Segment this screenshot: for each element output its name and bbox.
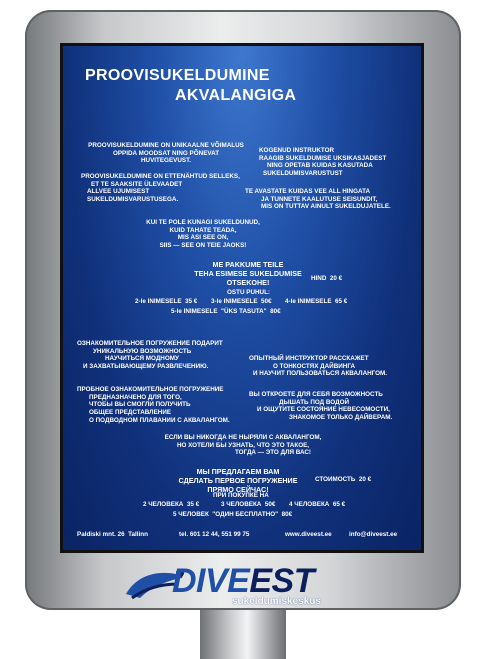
logo-wordmark: DIVEEST [172, 562, 314, 600]
ru-buy-title: ПРИ ПОКУПКЕ НА [213, 492, 269, 499]
ru-buy-4: 4 ЧЕЛОВЕКА 65 € [289, 501, 346, 508]
et-right-block-1: KOGENUD INSTRUKTOR RAAGIB SUKELDUMISE UKSIKASJADEST NING OPETAB KUIDAS KASUTADA SUKELDUMISVARUSTUST [259, 146, 387, 178]
ru-left-block-1: ОЗНАКОМИТЕЛЬНОЕ ПОГРУЖЕНИЕ ПОДАРИТ УНИКАЛЬНУЮ ВОЗМОЖНОСТЬ НАУЧИТЬСЯ МОДНОМУ И ЗАХВАТЫВАЮЩЕМУ РАЗВЛЕЧЕНИЮ. [77, 339, 223, 371]
footer-phone: tel. 601 12 44, 551 99 75 [179, 531, 250, 538]
ru-right-block-2: ВЫ ОТКРОЕТЕ ДЛЯ СЕБЯ ВОЗМОЖНОСТЬ ДЫШАТЬ ПОД ВОДОЙ И ОЩУТИТЕ СОСТОЯНИЕ НЕВЕСОМОСТИ, ЗНАКОМОЕ ТОЛЬКО ДАЙВЕРАМ. [249, 390, 393, 422]
ru-buy-2: 2 ЧЕЛОВЕКА 35 € [143, 501, 200, 508]
et-buy-5: 5-le INIMESELE "ÜKS TASUTA" 80€ [171, 308, 281, 315]
ru-left-block-2: ПРОБНОЕ ОЗНАКОМИТЕЛЬНОЕ ПОГРУЖЕНИЕ ПРЕДНАЗНАЧЕНО ДЛЯ ТОГО, ЧТОБЫ ВЫ СМОГЛИ ПОЛУЧИТЬ ОБЩЕЕ ПРЕДСТАВЛЕНИЕ О ПОДВОДНОМ ПЛАВАНИИ С АКВАЛАНГОМ. [77, 385, 230, 425]
ru-buy-3: 3 ЧЕЛОВЕКА 50€ [221, 501, 276, 508]
ru-price: СТОИМОСТЬ 20 € [315, 476, 372, 483]
poster-panel [63, 46, 421, 550]
et-left-block-1: PROOVISUKELDUMINE ON UNIKAALNE VÕIMALUS OPPIDA MOODSAT NING PÕNEVAT HUVITEGEVUST. [88, 141, 244, 165]
et-buy-3: 3-le INIMESELE 50€ [211, 298, 272, 305]
et-center-block: KUI TE POLE KUNAGI SUKELDUNUD, KUID TAHATE TEADA, MIS ASI SEE ON, SIIS — SEE ON TEIE JAOKS! [146, 218, 260, 250]
et-left-block-2: PROOVISUKELDUMINE ON ETTENÄHTUD SELLEKS, ET TE SAAKSITE ÜLEVAADET ALLVEE UJUMISEST SUKELDUMISVARUSTUSEGA. [81, 172, 240, 204]
ru-buy-5: 5 ЧЕЛОВЕК "ОДИН БЕСПЛАТНО" 80€ [173, 511, 293, 518]
et-right-block-2: TE AVASTATE KUIDAS VEE ALL HINGATA JA TUNNETE KAALUTUSE SEISUNDIT, MIS ON TUTTAV AINULT SUKELDUJATELE. [245, 187, 391, 211]
et-buy-4: 4-le INIMESELE 65 € [285, 298, 348, 305]
et-offer: ME PAKKUME TEILE TEHA ESIMESE SUKELDUMISE OTSEKOHE! [194, 260, 302, 287]
diveest-logo [120, 560, 370, 610]
ru-center-block: ЕСЛИ ВЫ НИКОГДА НЕ НЫРЯЛИ С АКВАЛАНГОМ, НО ХОТЕЛИ БЫ УЗНАТЬ, ЧТО ЭТО ТАКОЕ, ТОГДА — ЭТО ДЛЯ ВАС! [164, 433, 322, 457]
footer-web[interactable]: www.diveest.ee [285, 531, 332, 538]
logo-subtitle: sukeldumiskeskus [232, 596, 321, 607]
et-price: HIND 20 € [311, 275, 343, 282]
et-buy-title: OSTU PUHUL: [227, 289, 271, 296]
footer-email[interactable]: info@diveest.ee [349, 531, 398, 538]
et-buy-2: 2-le INIMESELE 35 € [135, 298, 198, 305]
title-line-1: PROOVISUKELDUMINE [85, 67, 270, 84]
ru-offer: МЫ ПРЕДЛАГАЕМ ВАМ СДЕЛАТЬ ПЕРВОЕ ПОГРУЖЕНИЕ ПРЯМО СЕЙЧАС! [178, 467, 298, 494]
title-line-2: AKVALANGIGA [175, 87, 297, 104]
footer-address: Paldiski mnt. 26 Tallinn [77, 531, 148, 538]
ru-right-block-1: ОПЫТНЫЙ ИНСТРУКТОР РАССКАЖЕТ О ТОНКОСТЯХ ДАЙВИНГА И НАУЧИТ ПОЛЬЗОВАТЬСЯ АКВАЛАНГОМ. [249, 354, 388, 378]
